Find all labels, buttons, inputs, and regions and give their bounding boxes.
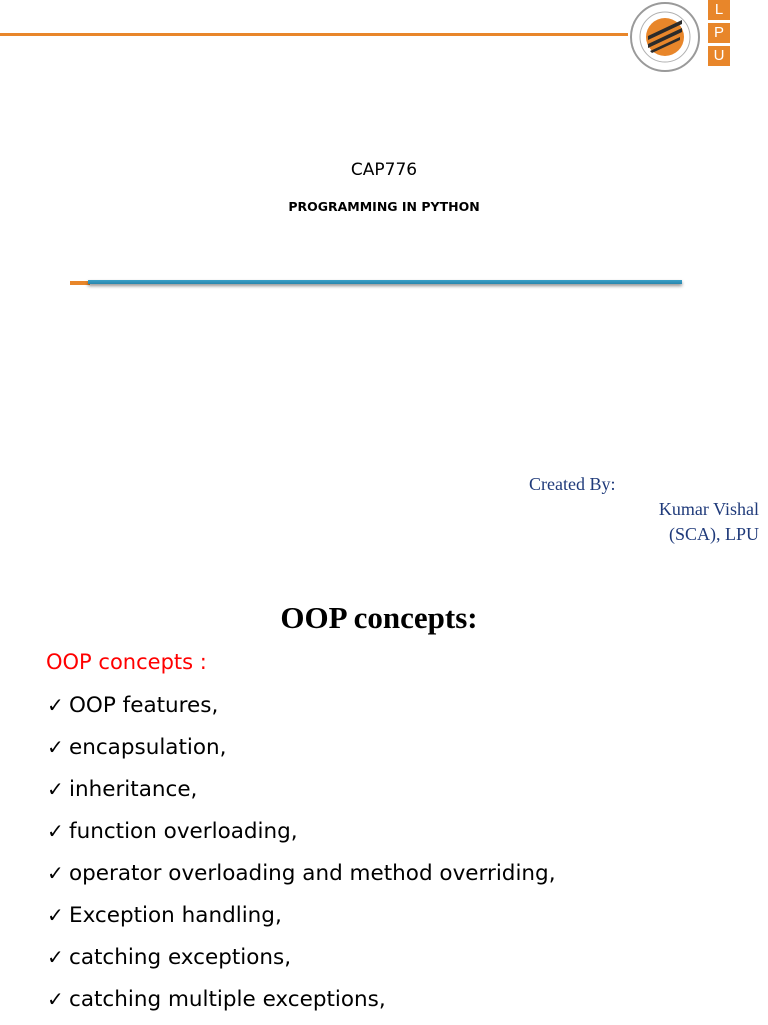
divider-blue-segment [88,280,682,284]
title-divider [70,280,682,286]
author-name: Kumar Vishal [658,499,759,519]
section-heading: OOP concepts : [46,650,207,674]
logo-letter: P [708,23,730,43]
topic-list [47,689,556,1025]
check-icon: ✓ [47,735,64,759]
author-affiliation: (SCA), LPU [668,524,759,544]
check-icon: ✓ [47,945,64,969]
topic-item [47,899,556,941]
topic-label: encapsulation, [69,735,227,760]
topic-item [47,857,556,899]
topic-label: function overloading, [69,819,298,844]
check-icon: ✓ [47,903,64,927]
topic-label: catching multiple exceptions, [69,987,386,1012]
course-title: PROGRAMMING IN PYTHON [288,199,480,214]
logo-letter: U [708,46,730,66]
check-icon: ✓ [47,693,64,717]
topic-item [47,983,556,1025]
check-icon: ✓ [47,819,64,843]
topic-item [47,773,556,815]
topic-item [47,689,556,731]
created-by-label: Created By: [529,474,616,494]
check-icon: ✓ [47,777,64,801]
logo-letter: L [708,0,730,20]
topic-label: operator overloading and method overriding, [69,861,556,886]
divider-orange-segment [70,281,90,285]
course-code: CAP776 [350,160,418,180]
topic-item [47,941,556,983]
top-accent-rule [0,33,628,36]
content-slide [0,576,768,1024]
topic-label: inheritance, [69,777,198,802]
topic-item [47,731,556,773]
topic-label: catching exceptions, [69,945,292,970]
topic-label: Exception handling, [69,903,282,928]
topic-label: OOP features, [69,693,219,718]
slide-title: OOP concepts: [280,600,478,635]
university-initials [708,0,732,70]
check-icon: ✓ [47,861,64,885]
topic-item [47,815,556,857]
check-icon: ✓ [47,987,64,1011]
university-seal-logo [626,0,704,74]
